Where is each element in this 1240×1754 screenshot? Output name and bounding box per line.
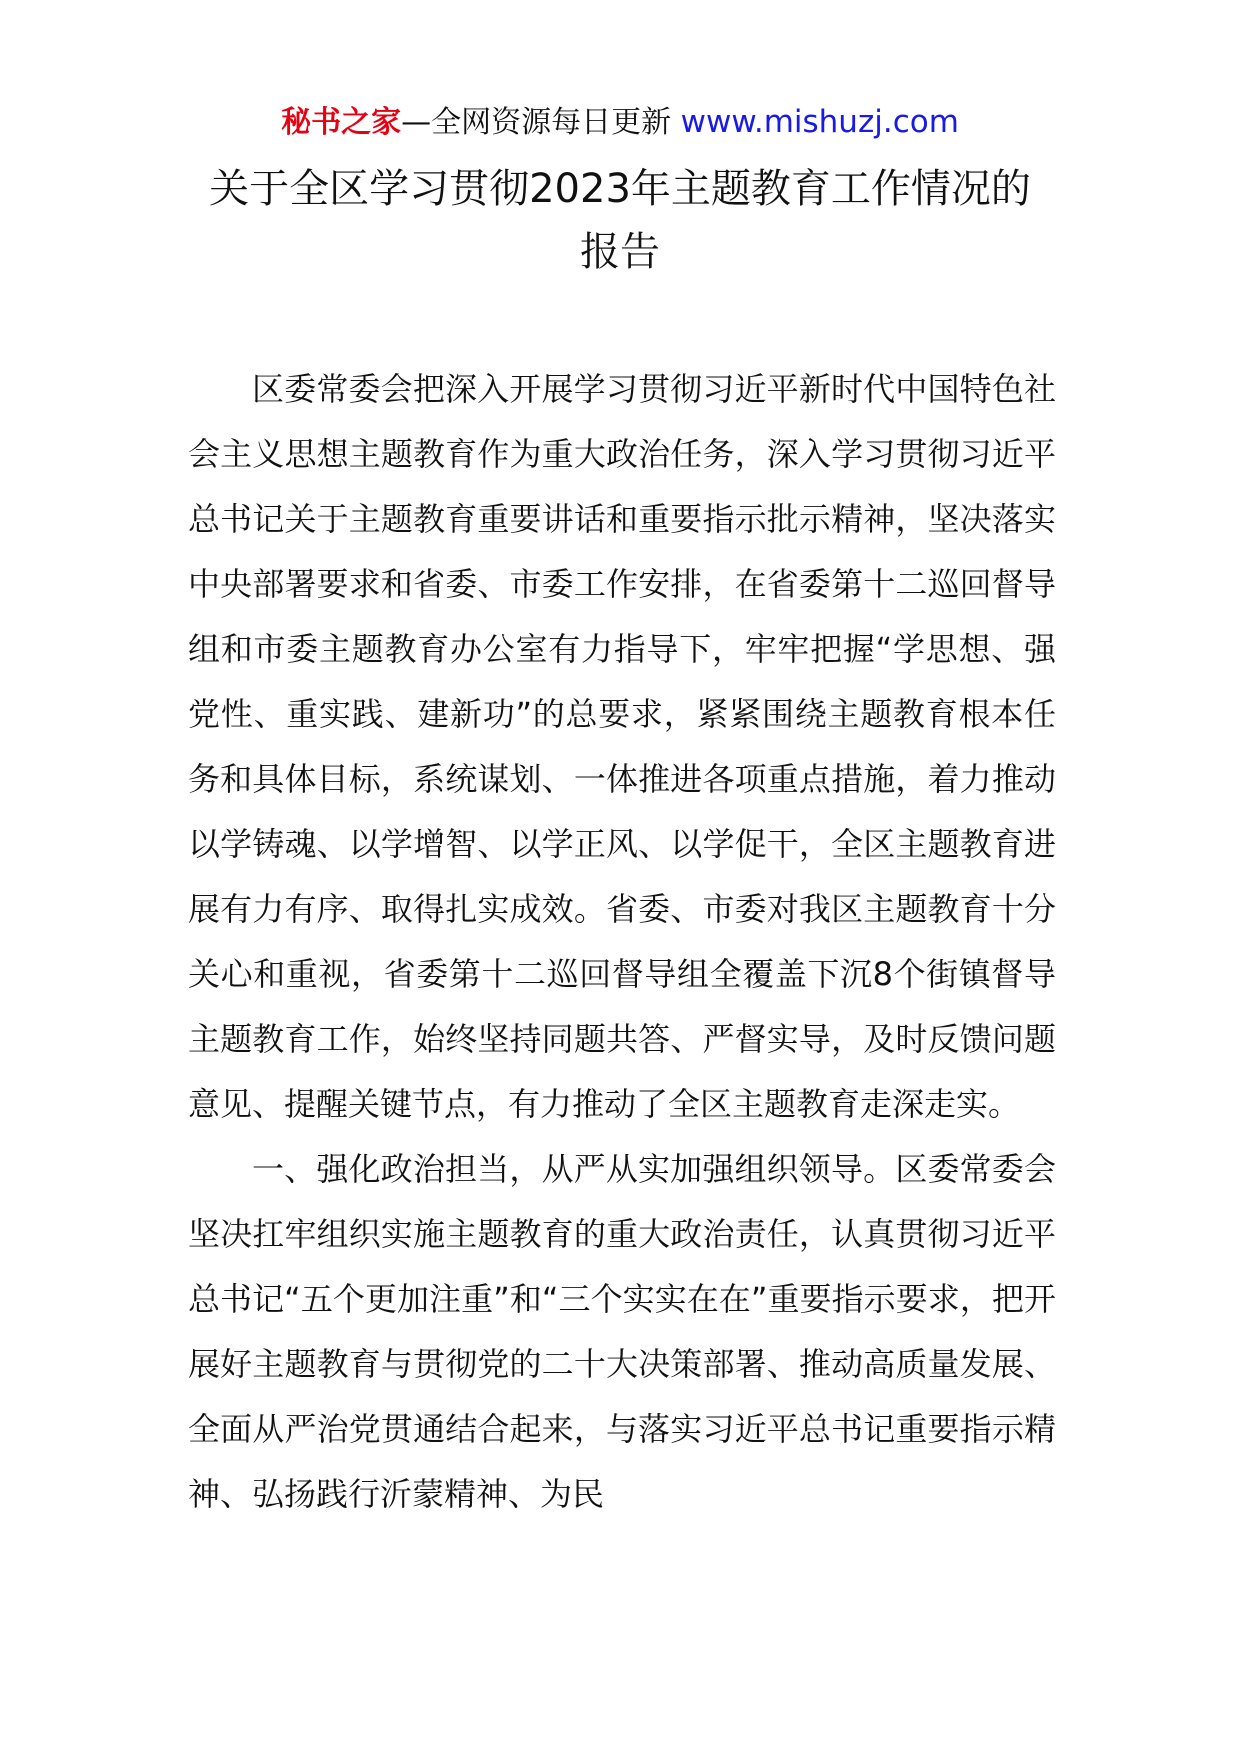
title-line-1: 关于全区学习贯彻2023年主题教育工作情况的 xyxy=(209,166,1031,212)
brand-name: 秘书之家 xyxy=(281,105,402,140)
document-title xyxy=(140,158,1100,284)
paragraph-section-1 xyxy=(188,1137,1056,1527)
header-tagline: —全网资源每日更新 xyxy=(401,105,672,140)
title-line-2: 报告 xyxy=(580,229,660,275)
document-body xyxy=(188,357,1056,1527)
site-header xyxy=(0,100,1240,145)
site-url-link[interactable]: www.mishuzj.com xyxy=(680,104,959,140)
section-heading: 一、强化政治担当，从严从实加强组织领导。 xyxy=(252,1150,896,1188)
paragraph-text: 区委常委会把深入开展学习贯彻习近平新时代中国特色社会主义思想主题教育作为重大政治任务，深入学习贯彻习近平总书记关于主题教育重要讲话和重要指示批示精神，坚决落实中央部署要求和省委、市委工作安排，在省委第十二巡回督导组和市委主题教育办公室有力指导下，牢牢把握“学思想、强党性、重实践、建新功”的总要求，紧紧围绕主题教育根本任务和具体目标，系统谋划、一体推进各项重点措施，着力推动以学铸魂、以学增智、以学正风、以学促干，全区主题教育进展有力有序、取得扎实成效。省委、市委对我区主题教育十分关心和重视，省委第十二巡回督导组全覆盖下沉8个街镇督导主题教育工作，始终坚持同题共答、严督实导，及时反馈问题意见、提醒关键节点，有力推动了全区主题教育走深走实。 xyxy=(188,370,1056,1123)
paragraph-intro xyxy=(188,357,1056,1137)
paragraph-text: 区委常委会坚决扛牢组织实施主题教育的重大政治责任，认真贯彻习近平总书记“五个更加注重”和“三个实实在在”重要指示要求，把开展好主题教育与贯彻党的二十大决策部署、推动高质量发展、全面从严治党贯通结合起来，与落实习近平总书记重要指示精神、弘扬践行沂蒙精神、为民 xyxy=(188,1150,1056,1513)
